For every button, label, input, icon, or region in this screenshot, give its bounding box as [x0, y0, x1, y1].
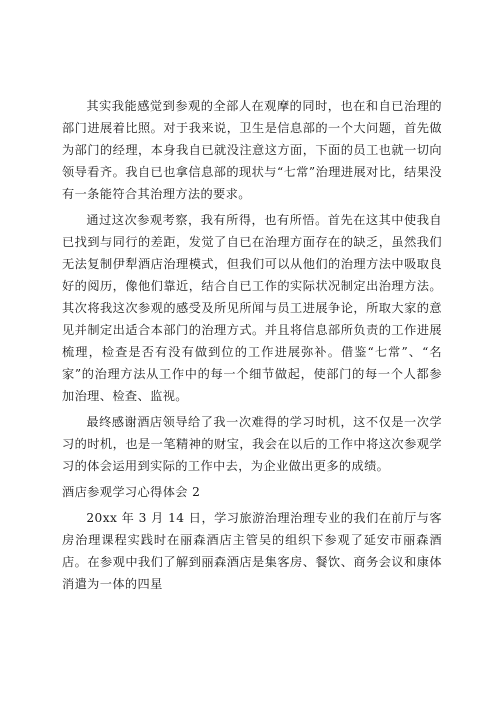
paragraph-thanks: 最终感谢酒店领导给了我一次难得的学习时机，这不仅是一次学习的时机，也是一笔精神的财宝，我会在以后的工作中将这次参观学习的体会运用到实际的工作中去，为企业做出更多的成绩。 — [62, 415, 442, 473]
paragraph-visit-intro: 20xx 年 3 月 14 日，学习旅游治理治理专业的我们在前厅与客房治理课程实践时在丽森酒店主管吴的组织下参观了延安市丽森酒店。在参观中我们了解到丽森酒店是集客房、餐饮、商务会议和康体消遣为一体的四星 — [62, 511, 442, 591]
paragraph-gains: 通过这次参观考察，我有所得，也有所悟。首先在这其中使我自已找到与同行的差距，发觉了自已在治理方面存在的缺乏，虽然我们无法复制伊犁酒店治理模式，但我们可以从他们的治理方法中吸取良好的阅历，像他们靠近，结合自已工作的实际状况制定出治理方法。其次将我这次参观的感受及所见所闻与员工进展争论，所取大家的意见并制定出适合本部门的治理方式。并且将信息部所负责的工作进展梳理，检查是否有没有做到位的工作进展弥补。借鉴“七常”、“名家”的治理方法从工作中的每一个细节做起，使部门的每一个人都参加治理、检查、监视。 — [62, 213, 442, 403]
paragraph-observation: 其实我能感觉到参观的全部人在观摩的同时，也在和自已治理的部门进展着比照。对于我来说，卫生是信息部的一个大问题，首先做为部门的经理，本身我自已就没注意这方面，下面的员工也就一切向领导看齐。我自已也拿信息部的现状与“七常”治理进展对比，结果没有一条能符合其治理方法的要求。 — [62, 99, 442, 201]
section-heading: 酒店参观学习心得体会 2 — [62, 485, 201, 499]
document-body — [62, 95, 442, 599]
